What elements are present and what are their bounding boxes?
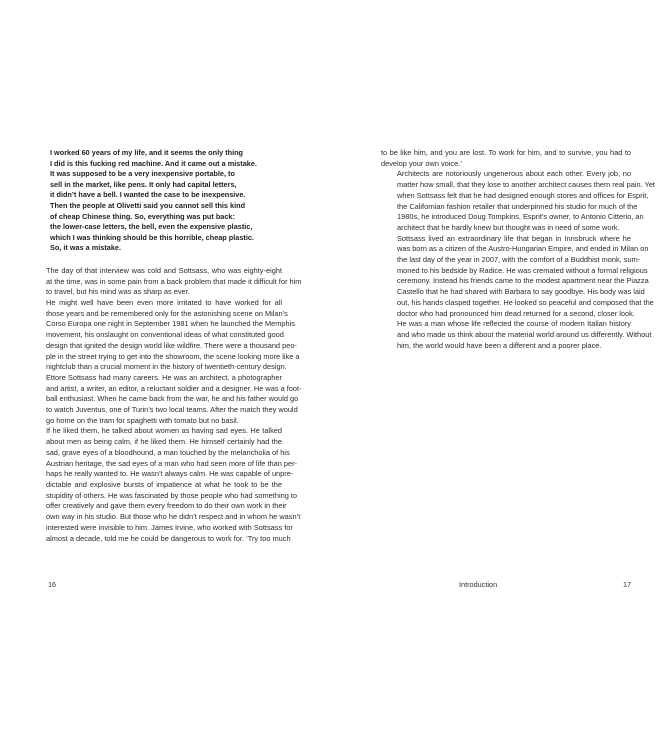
running-head: Introduction xyxy=(459,580,498,589)
paragraph xyxy=(381,148,631,169)
right-text-column xyxy=(381,148,655,351)
text-line: out, his hands clasped together. He looked so peaceful and composed that the xyxy=(397,297,654,307)
text-line: ple in the street trying to get into the showroom, the scene looking more like a xyxy=(46,351,300,361)
text-line: dictable and explosive bursts of impatience at what he took to be the xyxy=(46,480,282,489)
left-body-text xyxy=(30,265,302,544)
text-line: nightclub than a crucial moment in the history of twentieth-century design. xyxy=(46,362,287,372)
paragraph xyxy=(30,298,300,373)
page-number-left: 16 xyxy=(48,580,57,589)
paragraph xyxy=(30,426,301,544)
text-line: him, the world would have been a different and a poorer place. xyxy=(397,340,602,350)
paragraph xyxy=(30,372,302,427)
text-line: stupidity of others. He was fascinated by those people who had something to xyxy=(46,490,298,500)
text-line: was born as a citizen of the Austro-Hungarian Empire, and ended in Milan on xyxy=(397,244,649,254)
text-line: develop your own voice.’ xyxy=(381,158,462,168)
quote-line: It was supposed to be a very inexpensive portable, to xyxy=(50,169,235,179)
quote-line: Then the people at Olivetti said you cannot sell this kind xyxy=(50,200,246,210)
text-line: ball enthusiast. When he came back from the war, he and his father would go xyxy=(46,394,299,404)
text-line: haps he really wanted to. He wasn’t always calm. He was capable of unpre- xyxy=(46,469,294,479)
paragraph xyxy=(381,169,655,233)
text-line: go home on the tram for spaghetti with tomato but no basil. xyxy=(46,415,239,425)
text-line: to watch Juventus, one of Turin’s two local teams. After the match they would xyxy=(46,405,298,415)
text-line: to travel, but his mind was as sharp as ever. xyxy=(46,287,190,297)
left-text-column xyxy=(30,148,302,544)
text-line: Austrian heritage, the sad eyes of a man who had seen more of life than per- xyxy=(46,458,298,468)
quote-line: sell in the market, like pens. It only had capital letters, xyxy=(50,179,237,189)
quote-line: I worked 60 years of my life, and it seems the only thing xyxy=(50,148,244,157)
text-line: movement, his onslaught on conventional ideas of what constituted good xyxy=(46,330,284,340)
paragraph xyxy=(381,319,652,351)
text-line: Ettore Sottsass had many careers. He was an architect, a photographer xyxy=(46,372,282,382)
quote-line: which I was thinking should be this horrible, cheap plastic. xyxy=(50,232,254,242)
quote-line: I did is this fucking red machine. And it came out a mistake. xyxy=(50,158,257,168)
paragraph xyxy=(381,233,654,320)
text-line: ceremony. Instead his friends came to the modest apartment near the Piazza xyxy=(397,276,649,286)
text-line: If he liked them, he talked about women as having sad eyes. He talked xyxy=(46,426,282,436)
quote-line: the lower-case letters, the bell, even the expensive plastic, xyxy=(50,222,253,232)
text-line: interested were invisible to him. James Irvine, who worked with Sottsass for xyxy=(46,522,293,532)
text-line: architect that he hardly knew but thought was in need of some work. xyxy=(397,222,620,232)
text-line: those years and be remembered only for the astonishing scene on Milan’s xyxy=(46,308,288,318)
quote-line: So, it was a mistake. xyxy=(50,243,121,253)
right-page xyxy=(329,0,658,734)
text-line: moned to his bedside by Radice. He was cremated without a formal religious xyxy=(397,265,648,275)
text-line: Castello that he had shared with Barbara to say goodbye. His body was laid xyxy=(397,287,645,297)
text-line: to be like him, and you are lost. To work for him, and to survive, you had to xyxy=(381,148,631,157)
text-line: He might well have been even more irritated to have worked for all xyxy=(46,298,282,308)
page-number-right: 17 xyxy=(623,580,632,589)
text-line: and artist, a writer, an editor, a reluctant soldier and a designer. He was a foot- xyxy=(46,383,302,393)
text-line: sad, grave eyes of a bloodhound, a man touched by the melancholia of his xyxy=(46,447,290,457)
paragraph xyxy=(30,265,302,298)
text-line: the last day of the year in 2007, with the comfort of a Buddhist monk, sum- xyxy=(397,255,641,265)
right-body-text xyxy=(381,148,655,351)
block-quote xyxy=(50,148,282,254)
text-line: He was a man whose life reflected the course of modern Italian history xyxy=(397,319,631,329)
text-line: 1980s, he introduced Doug Tompkins, Esprit’s owner, to Antonio Citterio, an xyxy=(397,212,644,222)
quote-line: of cheap Chinese thing. So, everything was put back: xyxy=(50,211,235,221)
text-line: Architects are notoriously ungenerous about each other. Every job, no xyxy=(397,169,631,179)
text-line: own way in his studio. But those who he didn’t respect and in whom he wasn’t xyxy=(46,512,301,522)
text-line: Sottsass lived an extraordinary life that began in Innsbruck where he xyxy=(397,233,631,243)
text-line: Corso Europa one night in September 1981 when he launched the Memphis xyxy=(46,319,295,329)
quote-line: it didn’t have a bell. I wanted the case to be inexpensive. xyxy=(50,190,246,200)
text-line: The day of that interview was cold and Sottsass, who was eighty-eight xyxy=(46,265,282,275)
text-line: design that ignited the design world like wildfire. There were a thousand peo- xyxy=(46,340,297,350)
text-line: almost a decade, told me he could be dangerous to work for. ‘Try too much xyxy=(46,533,291,543)
text-line: matter how small, that they lose to another architect causes them real pain. Yet xyxy=(397,180,655,190)
text-line: doctor who had pronounced him dead returned for a second, closer look. xyxy=(397,308,635,318)
text-line: when Sottsass felt that he had designed enough stores and offices for Esprit, xyxy=(397,190,649,200)
text-line: at the time, was in some pain from a back problem that made it difficult for him xyxy=(46,276,302,286)
text-line: and who made us think about the material world around us differently. Without xyxy=(397,329,652,339)
text-line: about men as being calm, if he liked them. He himself certainly had the xyxy=(46,437,282,447)
text-line: the Californian fashion retailer that underpinned his studio for much of the xyxy=(397,201,638,211)
text-line: offer creatively and gave them every freedom to do their own work in their xyxy=(46,501,287,511)
